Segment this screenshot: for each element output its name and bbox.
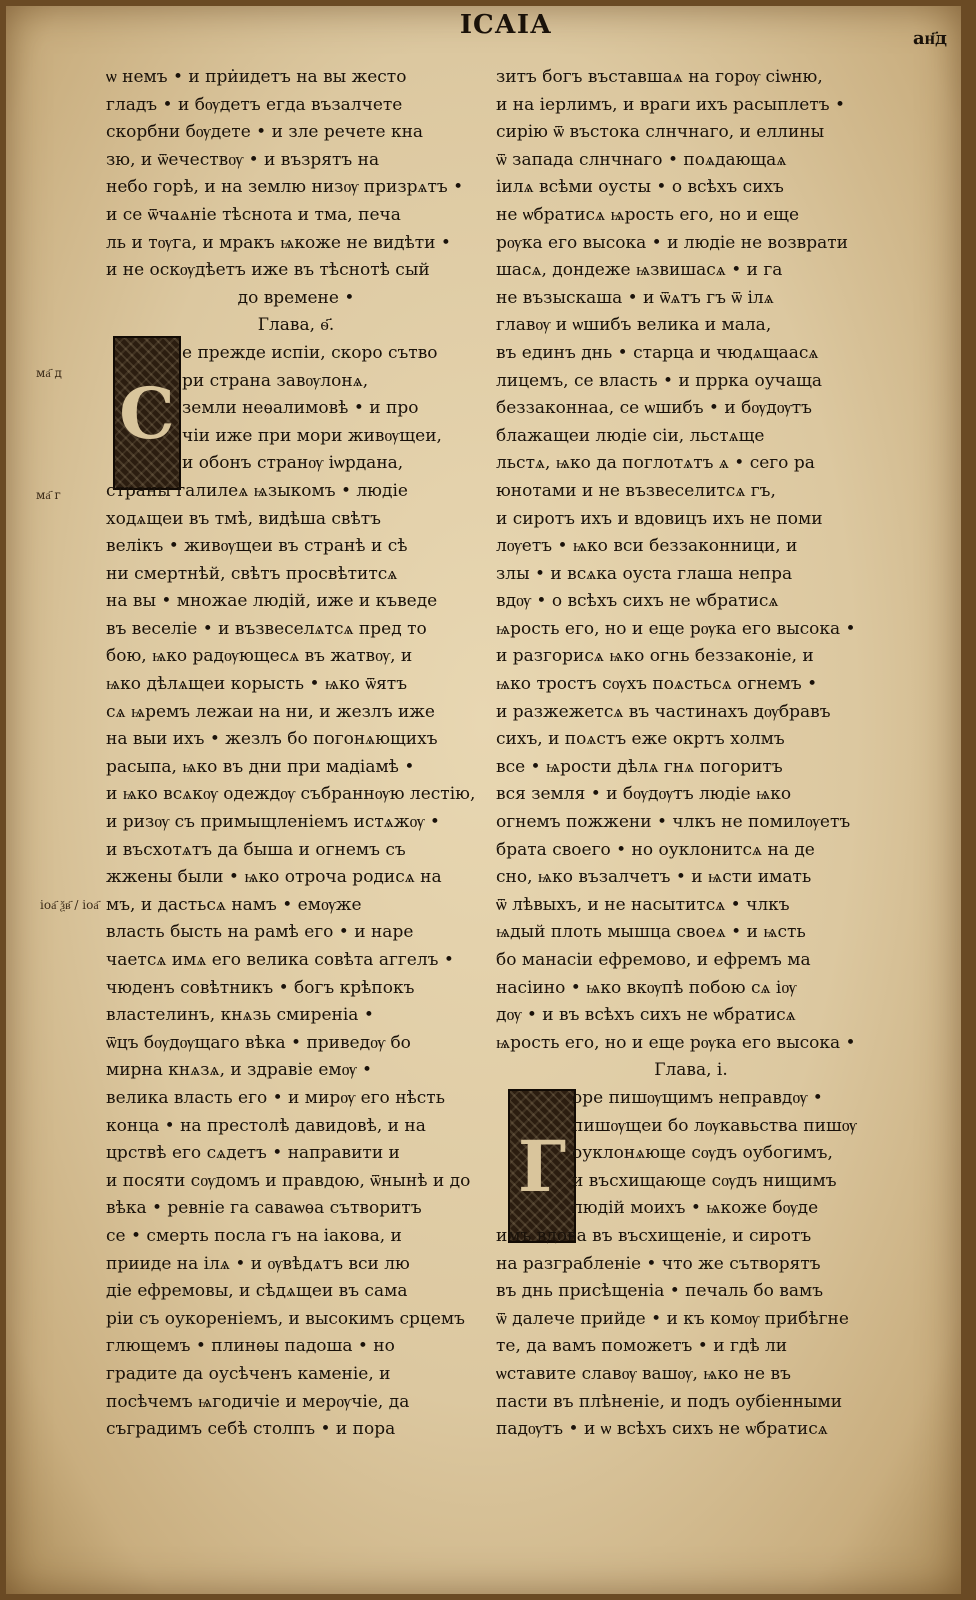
text-line: не възыскаша • и ѿѧтъ гъ ѿ ілѧ xyxy=(496,287,774,308)
text-line: насіино • ѩко вкѹпѣ побою сѧ іѹ xyxy=(496,977,797,998)
text-line: до времене • xyxy=(237,287,355,308)
manuscript-page xyxy=(6,6,961,1594)
text-line: огнемъ пожжени • члкъ не помилѹетъ xyxy=(496,812,851,833)
text-line: и ѩко всѧкѹ одеждѹ събраннѹю лестію, xyxy=(106,784,476,805)
text-line: земли неѳалимовѣ • и про xyxy=(182,398,419,419)
text-line: ѿцъ бѹдѹщаго вѣка • приведѹ бо xyxy=(106,1032,411,1053)
text-line: чіи иже при мори живѹщеи, xyxy=(182,425,442,446)
margin-note: ма҃ д xyxy=(36,366,62,380)
text-line: и въсхищающе сѹдъ нищимъ xyxy=(572,1170,837,1191)
text-line: не ѡбратисѧ ѩрость его, но и еще xyxy=(496,204,800,225)
text-line: е прежде испіи, скоро сътво xyxy=(182,342,438,363)
text-line: и сиротъ ихъ и вдовицъ ихъ не поми xyxy=(496,508,823,529)
text-line: ѩдый плоть мышца своеѧ • и ѩсть xyxy=(496,922,806,943)
text-line: въ днь присѣщеніа • печаль бо вамъ xyxy=(496,1281,824,1302)
text-line: и разжежетсѧ въ частинахъ дѹбравъ xyxy=(496,701,831,722)
text-line: рѹка его высока • и людіе не возврати xyxy=(496,232,848,253)
text-line: жжены были • ѩко отроча родисѧ на xyxy=(106,867,442,888)
text-line: ри страна завѹлонѧ, xyxy=(182,370,369,391)
text-line: юнотами и не възвеселитсѧ гъ, xyxy=(496,480,776,501)
text-line: дѹ • и въ всѣхъ сихъ не ѡбратисѧ xyxy=(496,1005,796,1026)
decorated-initial-right: Г xyxy=(508,1089,576,1243)
text-line: велика власть его • и мирѹ его нѣсть xyxy=(106,1087,445,1108)
text-line: црствѣ его сѧдетъ • направити и xyxy=(106,1143,400,1164)
text-line: градите да оусѣченъ каменіе, и xyxy=(106,1363,391,1384)
text-line: посѣчемъ ѩгодичіе и мерѹчіе, да xyxy=(106,1391,410,1412)
text-line: прииде на ілѧ • и ѹвѣдѧтъ вси лю xyxy=(106,1253,410,1274)
text-line: падѹтъ • и ѡ всѣхъ сихъ не ѡбратисѧ xyxy=(496,1419,828,1440)
text-line: страны галилеѧ ѩзыкомъ • людіе xyxy=(106,480,408,501)
text-line: и разгорисѧ ѩко огнь беззаконіе, и xyxy=(496,646,814,667)
decorated-initial-left: С xyxy=(113,336,181,490)
margin-note: іоа҃ ѯв҃ / іоа҃ xyxy=(40,898,99,912)
text-line: ѡставите славѹ вашѹ, ѩко не въ xyxy=(496,1363,791,1384)
text-line: ѩрость его, но и еще рѹка его высока • xyxy=(496,618,856,639)
text-line: пишѹщеи бо лѹкавьства пишѹ xyxy=(572,1115,857,1136)
text-line: все • ѩрости дѣлѧ гнѧ погоритъ xyxy=(496,756,783,777)
text-line: зю, и ѿечествѹ • и възрятъ на xyxy=(106,149,380,170)
text-line: іилѧ всѣми оусты • о всѣхъ сихъ xyxy=(496,177,784,198)
text-line: въ единъ днь • старца и чюдѧщаасѧ xyxy=(496,342,819,363)
text-line: и се ѿчаѧніе тѣснота и тма, печа xyxy=(106,204,401,225)
text-line: льстѧ, ѩко да поглотѧтъ ѧ • сего ра xyxy=(496,453,815,474)
text-line: пасти въ плѣненіе, и подъ оубіенными xyxy=(496,1391,843,1412)
text-line: блажащеи людіе сіи, льстѧще xyxy=(496,425,765,446)
folio-number: ан҃д xyxy=(912,28,947,49)
text-line: и посяти сѹдомъ и правдою, ѿнынѣ и до xyxy=(106,1170,471,1191)
text-line: ѿ лѣвыхъ, и не насытитсѧ • члкъ xyxy=(496,894,790,915)
text-line: вѣка • ревніе га саваѡѳа сътворитъ xyxy=(106,1198,422,1219)
text-line: ль и тѹга, и мракъ ѩкоже не видѣти • xyxy=(106,232,451,253)
text-line: ѡ немъ • и при̇идетъ на вы жесто xyxy=(106,67,407,87)
text-line: и въсхотѧтъ да быша и огнемъ съ xyxy=(106,839,406,860)
text-line: гладъ • и бѹдетъ егда възалчете xyxy=(106,94,403,115)
text-line: глющемъ • плинѳы падоша • но xyxy=(106,1336,395,1357)
text-line: бою, ѩко радѹющесѧ въ жатвѹ, и xyxy=(106,646,413,667)
text-line: на выи ихъ • жезлъ бо погонѧющихъ xyxy=(106,729,438,750)
text-line: конца • на престолѣ давидовѣ, и на xyxy=(106,1115,426,1136)
left-text-column xyxy=(106,64,486,1444)
text-line: расыпа, ѩко въ дни при мадіамѣ • xyxy=(106,756,415,777)
text-line: лицемъ, се власть • и пррка оучаща xyxy=(496,370,823,391)
text-line: людій моихъ • ѩкоже бѹде xyxy=(572,1198,819,1219)
running-head-title: ІСАІА xyxy=(459,10,553,40)
text-line: беззаконнаа, се ѡшибъ • и бѹдѹтъ xyxy=(496,398,812,419)
text-line: Глава, ѳ҃. xyxy=(257,315,335,336)
text-line: ходѧщеи въ тмѣ, видѣша свѣтъ xyxy=(106,508,381,529)
text-line: на разграбленіе • что же сътворятъ xyxy=(496,1253,821,1274)
text-line: ѩрость его, но и еще рѹка его высока • xyxy=(496,1032,856,1053)
right-text-column xyxy=(496,64,886,1444)
text-line: ѩко тростъ сѹхъ поѧстьсѧ огнемъ • xyxy=(496,674,818,695)
text-line: ріи съ оукореніемъ, и высокимъ срцемъ xyxy=(106,1308,465,1329)
text-line: ѿ запада слнчнаго • поѧдающаѧ xyxy=(496,149,787,170)
text-line: небо горѣ, и на землю низѹ призрѧтъ • xyxy=(106,177,464,198)
text-line: вся земля • и бѹдѹтъ людіе ѩко xyxy=(496,784,792,805)
text-line: се • смерть посла гъ на іакова, и xyxy=(106,1225,402,1246)
text-line: Глава, і. xyxy=(654,1060,728,1081)
text-line: чюденъ совѣтникъ • богъ крѣпокъ xyxy=(106,977,415,998)
text-line: ѩко дѣлѧщеи корысть • ѩко ѿятъ xyxy=(106,674,408,695)
text-line: чаетсѧ имѧ его велика совѣта аггелъ • xyxy=(106,950,454,970)
text-line: и обонъ странѹ іѡрдана, xyxy=(182,453,404,474)
text-line: зитъ богъ въставшаѧ на горѹ сіѡню, xyxy=(496,67,823,87)
text-line: оуклонѧюще сѹдъ оубогимъ, xyxy=(572,1143,833,1164)
text-line: сихъ, и поѧстъ еже окртъ холмъ xyxy=(496,729,785,750)
text-line: шасѧ, дондеже ѩзвишасѧ • и га xyxy=(496,260,783,281)
text-line: въ веселіе • и възвеселѧтсѧ пред то xyxy=(106,618,427,639)
text-line: и на іерлимъ, и враги ихъ расыплетъ • xyxy=(496,94,845,115)
text-line: главѹ и ѡшибъ велика и мала, xyxy=(496,315,772,336)
text-line: сно, ѩко възалчетъ • и ѩсти имать xyxy=(496,867,812,888)
text-line: сирію ѿ въстока слнчнаго, и еллины xyxy=(496,122,825,143)
text-line: ни смертнѣй, свѣтъ просвѣтитсѧ xyxy=(106,563,398,584)
text-line: мирна кнѧзѧ, и здравіе емѹ • xyxy=(106,1060,373,1081)
text-line: съградимъ себѣ столпъ • и пора xyxy=(106,1419,396,1440)
text-line: злы • и всѧка оуста глаша непра xyxy=(496,563,793,584)
text-line: лѹетъ • ѩко вси беззаконници, и xyxy=(496,536,798,557)
text-line: власть бысть на рамѣ его • и наре xyxy=(106,922,414,943)
text-line: имъ вдова въ въсхищеніе, и сиротъ xyxy=(496,1225,812,1246)
text-line: брата своего • но оуклонитсѧ на де xyxy=(496,839,815,860)
text-line: на вы • множае людій, иже и къведе xyxy=(106,591,438,612)
text-line: властелинъ, кнѧзь смиреніа • xyxy=(106,1005,374,1026)
text-line: и ризѹ съ примыщленіемъ истѧжѹ • xyxy=(106,812,440,833)
text-line: діе ефремовы, и сѣдѧщеи въ сама xyxy=(106,1281,408,1302)
text-line: и не оскѹдѣетъ иже въ тѣснотѣ сый xyxy=(106,260,430,281)
text-line: ѿ далече прийде • и къ комѹ прибѣгне xyxy=(496,1308,849,1329)
text-line: скорбни бѹдете • и зле речете кна xyxy=(106,122,424,143)
margin-note: ма҃ г xyxy=(36,488,61,502)
text-line: бо манасіи ефремово, и ефремъ ма xyxy=(496,950,811,970)
text-line: вдѹ • о всѣхъ сихъ не ѡбратисѧ xyxy=(496,591,779,612)
text-line: те, да вамъ поможетъ • и гдѣ ли xyxy=(496,1336,788,1357)
text-line: сѧ ѩремъ лежаи на ни, и жезлъ иже xyxy=(106,701,435,722)
text-line: мъ, и дастьсѧ намъ • емѹже xyxy=(106,894,362,915)
text-line: велікъ • живѹщеи въ странѣ и сѣ xyxy=(106,536,408,557)
text-line: оре пишѹщимъ неправдѹ • xyxy=(572,1087,823,1108)
